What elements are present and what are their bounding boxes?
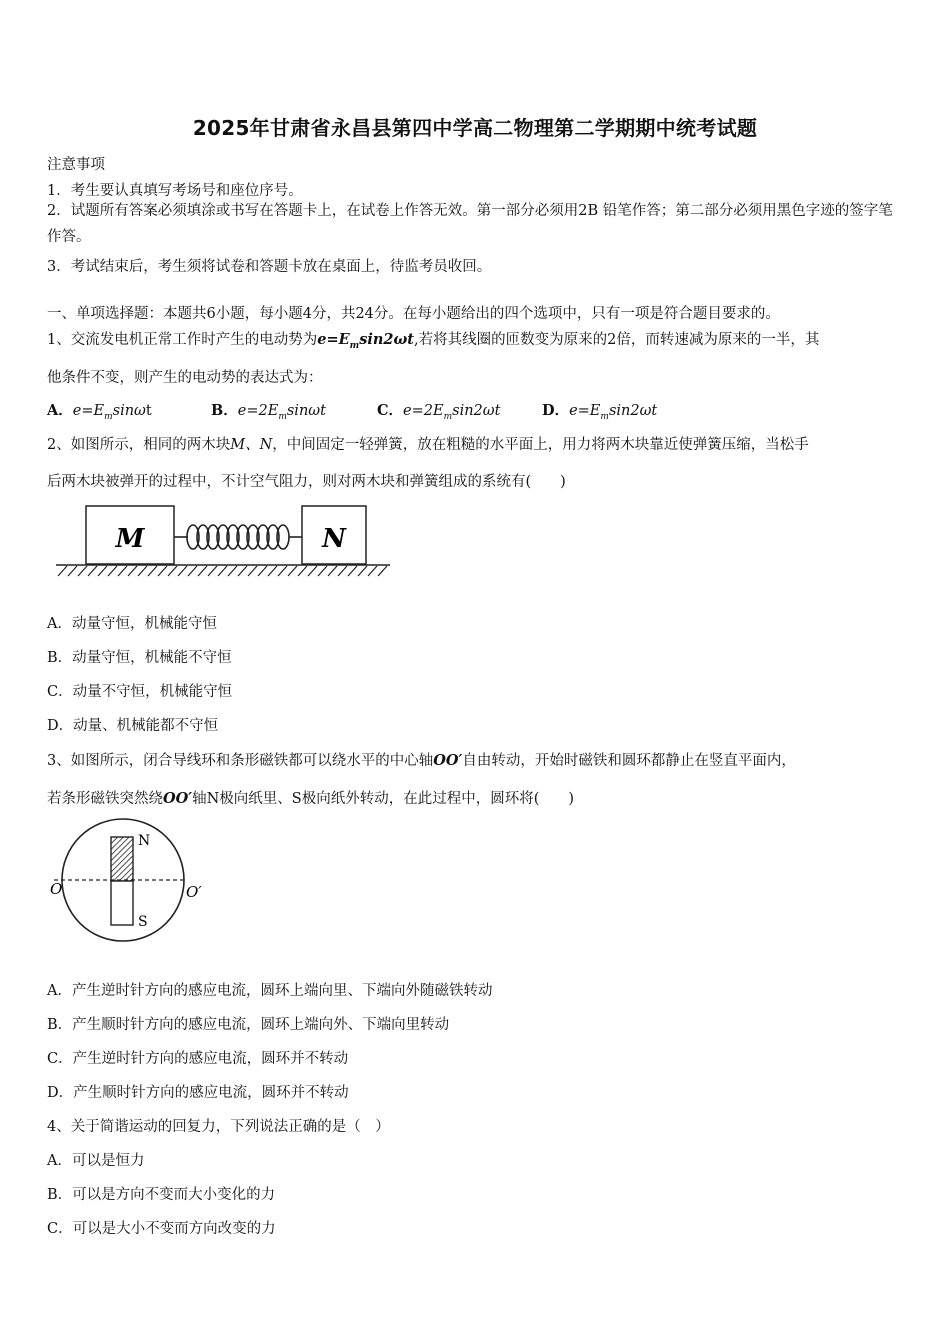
q3-axis-label: OO′ bbox=[433, 752, 463, 769]
notice-heading: 注意事项 bbox=[47, 157, 105, 173]
section-heading: 一、单项选择题：本题共6小题，每小题4分，共24分。在每小题给出的四个选项中，只有一项是符合题目要求的。 bbox=[47, 306, 780, 322]
q1-stem-b: ,若将其线圈的匝数变为原来的2倍，而转速减为原来的一半，其 bbox=[414, 332, 820, 348]
q2-option-b[interactable]: B．动量守恒，机械能不守恒 bbox=[47, 650, 232, 666]
magnet-south-half bbox=[111, 881, 133, 925]
q1-stem-line2: 他条件不变，则产生的电动势的表达式为： bbox=[47, 370, 323, 386]
q2-option-a[interactable]: A．动量守恒，机械能守恒 bbox=[47, 616, 217, 632]
q1-stem-a: 1、交流发电机正常工作时产生的电动势为 bbox=[47, 332, 318, 348]
north-label: N bbox=[138, 833, 151, 849]
q3-figure-ring-magnet bbox=[44, 814, 214, 946]
q2-stem-line1: 2、如图所示，相同的两木块M、N，中间固定一轻弹簧，放在粗糙的水平面上，用力将两木块靠近使弹簧压缩，当松手 bbox=[47, 437, 809, 453]
south-label: S bbox=[138, 914, 148, 930]
q3-stem-line1: 3、如图所示，闭合导线环和条形磁铁都可以绕水平的中心轴OO′自由转动，开始时磁铁和圆环都静止在竖直平面内， bbox=[47, 752, 796, 769]
q1-option-a[interactable]: A．$e=E_m\sin\omega t$ bbox=[47, 402, 152, 422]
q2-option-c[interactable]: C．动量不守恒，机械能守恒 bbox=[47, 684, 233, 700]
axis-o-prime-label: O′ bbox=[186, 883, 202, 901]
q4-option-b[interactable]: B．可以是方向不变而大小变化的力 bbox=[47, 1187, 276, 1203]
q2-block-names: M、N bbox=[230, 437, 273, 453]
page-title: 2025年甘肃省永昌县第四中学高二物理第二学期期中统考试题 bbox=[192, 116, 758, 140]
q2-stem-line2: 后两木块被弹开的过程中，不计空气阻力，则对两木块和弹簧组成的系统有( ) bbox=[47, 474, 566, 490]
notice-item-2: 2．试题所有答案必须填涂或书写在答题卡上，在试卷上作答无效。第一部分必须用2B 铅笔作答；第二部分必须用黑色字迹的签字笔作答。 bbox=[47, 203, 893, 245]
notice-item-1: 1．考生要认真填写考场号和座位序号。 bbox=[47, 183, 303, 199]
q3-stem-line2: 若条形磁铁突然绕OO′轴N极向纸里、S极向纸外转动，在此过程中，圆环将( ) bbox=[47, 790, 575, 807]
ground-hatch bbox=[58, 566, 387, 576]
q1-option-c[interactable]: C．$e=2E_m\sin 2\omega t$ bbox=[377, 402, 501, 422]
q3-option-c[interactable]: C．产生逆时针方向的感应电流，圆环并不转动 bbox=[47, 1051, 349, 1067]
block-n-label: N bbox=[322, 524, 346, 554]
q2-option-d[interactable]: D．动量、机械能都不守恒 bbox=[47, 718, 219, 734]
spring bbox=[174, 525, 302, 549]
notice-item-3: 3．考试结束后，考生须将试卷和答题卡放在桌面上，待监考员收回。 bbox=[47, 259, 492, 275]
q4-option-c[interactable]: C．可以是大小不变而方向改变的力 bbox=[47, 1221, 276, 1237]
q2-figure-spring-blocks bbox=[56, 503, 390, 579]
q4-stem: 4、关于简谐运动的回复力，下列说法正确的是（ ） bbox=[47, 1119, 390, 1135]
q3-option-d[interactable]: D．产生顺时针方向的感应电流，圆环并不转动 bbox=[47, 1085, 349, 1101]
q3-option-b[interactable]: B．产生顺时针方向的感应电流，圆环上端向外、下端向里转动 bbox=[47, 1017, 450, 1033]
q1-option-d[interactable]: D．$e=E_m\sin 2\omega t$ bbox=[542, 402, 658, 422]
q1-option-b[interactable]: B．$e=2E_m\sin\omega t$ bbox=[211, 402, 326, 422]
q1-formula: $e=E_m\sin 2\omega t$ bbox=[317, 331, 415, 351]
q1-stem-line1 bbox=[47, 328, 819, 351]
axis-o-label: O bbox=[50, 880, 63, 898]
q3-option-a[interactable]: A．产生逆时针方向的感应电流，圆环上端向里、下端向外随磁铁转动 bbox=[47, 983, 493, 999]
block-m-label: M bbox=[115, 524, 145, 554]
q4-option-a[interactable]: A．可以是恒力 bbox=[47, 1153, 145, 1169]
magnet-north-half bbox=[111, 837, 133, 881]
